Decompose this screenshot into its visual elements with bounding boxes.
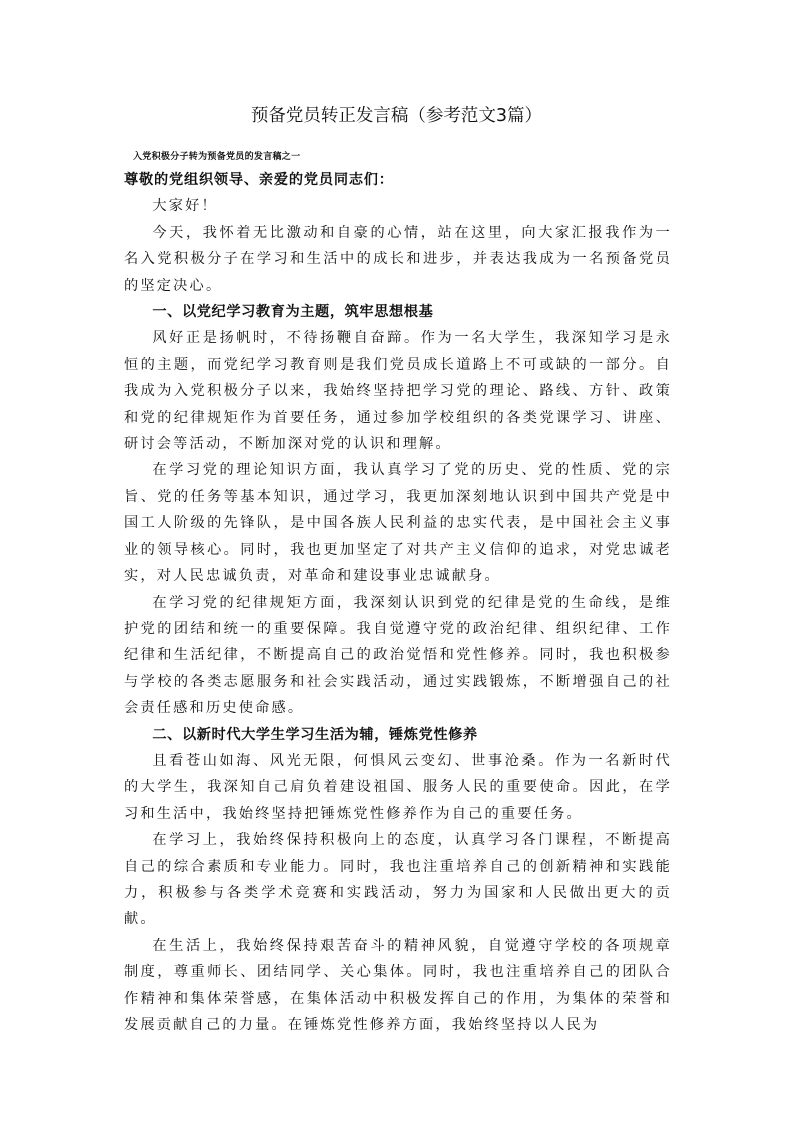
document-subtitle: 入党积极分子转为预备党员的发言稿之一 bbox=[133, 152, 301, 162]
paragraph: 今天，我怀着无比激动和自豪的心情，站在这里，向大家汇报我作为一名入党积极分子在学习和生活中的成长和进步，并表达我成为一名预备党员的坚定决心。 bbox=[124, 224, 672, 294]
paragraph: 在学习上，我始终保持积极向上的态度，认真学习各门课程，不断提高自己的综合素质和专业能力。同时，我也注重培养自己的创新精神和实践能力，积极参与各类学术竞赛和实践活动，努力为国家和人民做出更大的贡献。 bbox=[124, 832, 672, 928]
section-heading: 一、以党纪学习教育为主题，筑牢思想根基 bbox=[152, 304, 434, 321]
greeting: 大家好！ bbox=[152, 198, 218, 215]
paragraph: 风好正是扬帆时，不待扬鞭自奋蹄。作为一名大学生，我深知学习是永恒的主题，而党纪学习教育则是我们党员成长道路上不可或缺的一部分。自我成为入党积极分子以来，我始终坚持把学习党的理论、路线、方针、政策和党的纪律规矩作为首要任务，通过参加学校组织的各类党课学习、讲座、研讨会等活动，不断加深对党的认识和理解。 bbox=[124, 330, 672, 453]
document-body bbox=[124, 167, 672, 1038]
paragraph: 在学习党的理论知识方面，我认真学习了党的历史、党的性质、党的宗旨、党的任务等基本知识，通过学习，我更加深刻地认识到中国共产党是中国工人阶级的先锋队，是中国各族人民利益的忠实代表，是中国社会主义事业的领导核心。同时，我也更加坚定了对共产主义信仰的追求，对党忠诚老实，对人民忠诚负责，对革命和建设事业忠诚献身。 bbox=[124, 462, 672, 585]
document-title: 预备党员转正发言稿（参考范文3篇） bbox=[250, 106, 543, 126]
paragraph: 且看苍山如海、风光无限，何惧风云变幻、世事沧桑。作为一名新时代的大学生，我深知自己肩负着建设祖国、服务人民的重要使命。因此，在学习和生活中，我始终坚持把锤炼党性修养作为自己的重要任务。 bbox=[124, 752, 672, 822]
section-heading: 二、以新时代大学生学习生活为辅，锤炼党性修养 bbox=[152, 726, 478, 743]
paragraph: 在生活上，我始终保持艰苦奋斗的精神风貌，自觉遵守学校的各项规章制度，尊重师长、团结同学、关心集体。同时，我也注重培养自己的团队合作精神和集体荣誉感，在集体活动中积极发挥自己的作用，为集体的荣誉和发展贡献自己的力量。在锤炼党性修养方面，我始终坚持以人民为 bbox=[124, 937, 672, 1033]
paragraph: 在学习党的纪律规矩方面，我深刻认识到党的纪律是党的生命线，是维护党的团结和统一的重要保障。我自觉遵守党的政治纪律、组织纪律、工作纪律和生活纪律，不断提高自己的政治觉悟和党性修养。同时，我也积极参与学校的各类志愿服务和社会实践活动，通过实践锻炼，不断增强自己的社会责任感和历史使命感。 bbox=[124, 594, 672, 717]
salutation: 尊敬的党组织领导、亲爱的党员同志们： bbox=[124, 172, 394, 188]
